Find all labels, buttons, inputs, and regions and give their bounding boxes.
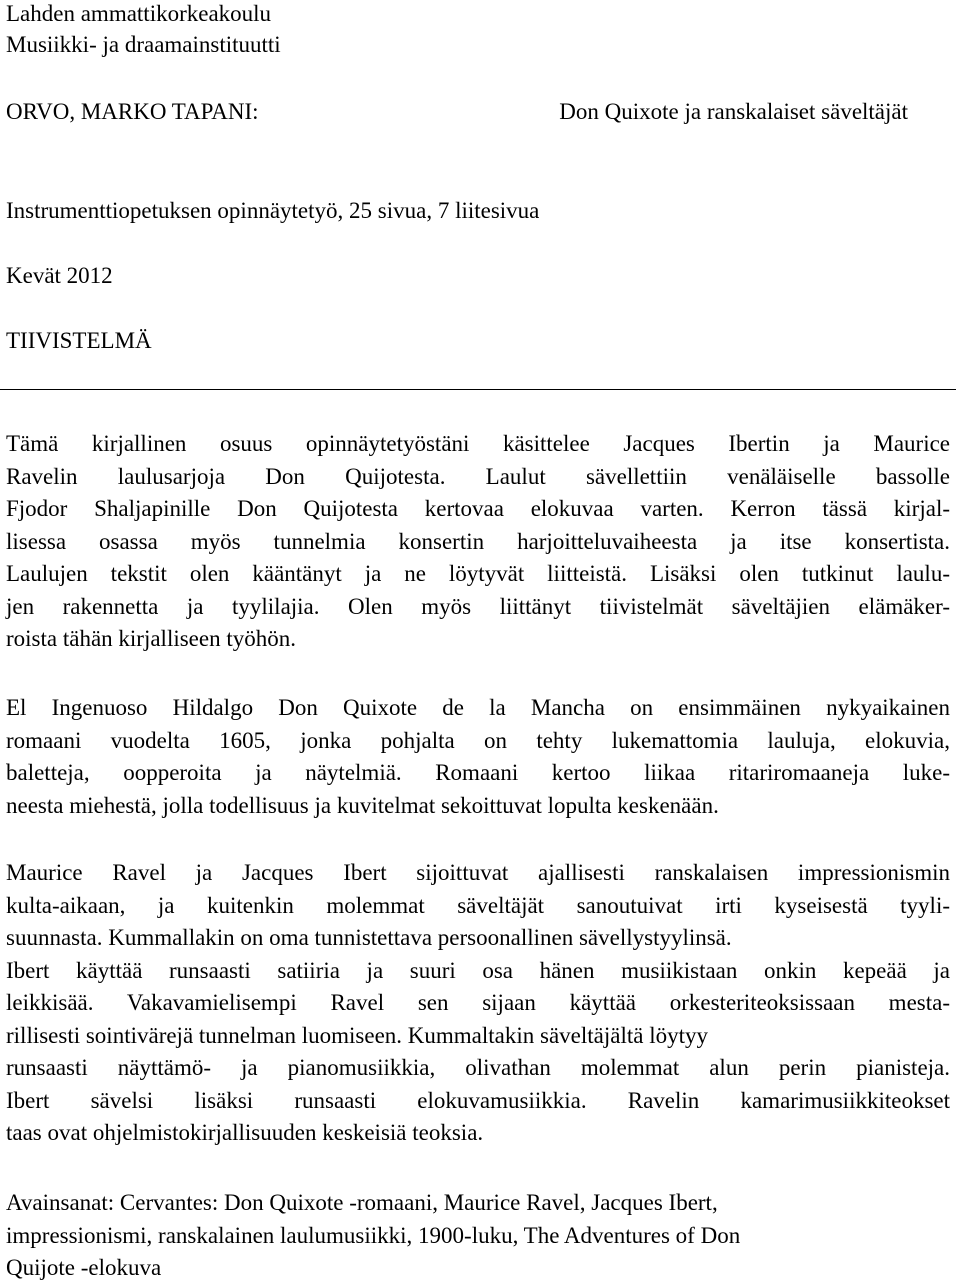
paragraph-line: Laulujen tekstit olen kääntänyt ja ne löytyvät liitteistä. Lisäksi olen tutkinut laulu- <box>6 561 950 586</box>
paragraph-line: jen rakennetta ja tyylilajia. Olen myös liittänyt tiivistelmät säveltäjien elämäker- <box>6 593 950 619</box>
paragraph-line: rillisesti sointivärejä tunnelman luomiseen. Kummaltakin säveltäjältä löytyy <box>6 1022 708 1048</box>
paragraph-line: roista tähän kirjalliseen työhön. <box>6 626 296 651</box>
paragraph-line: Ibert käyttää runsaasti satiiria ja suuri osa hänen musiikistaan onkin kepeää ja <box>6 957 950 983</box>
horizontal-divider <box>0 389 956 390</box>
paragraph-line: suunnasta. Kummallakin on oma tunnistettava persoonallinen sävellystyylinsä. <box>6 925 732 950</box>
thesis-info: Instrumenttiopetuksen opinnäytetyö, 25 sivua, 7 liitesivua <box>6 198 540 223</box>
keywords-paragraph <box>6 1187 950 1285</box>
paragraph-line: taas ovat ohjelmistokirjallisuuden keskeisiä teoksia. <box>6 1120 484 1145</box>
thesis-date: Kevät 2012 <box>6 263 113 288</box>
paragraph-line: neesta miehestä, jolla todellisuus ja kuvitelmat sekoittuvat lopulta keskenään. <box>6 792 719 818</box>
paragraph-line: Tämä kirjallinen osuus opinnäytetyöstäni käsittelee Jacques Ibertin ja Maurice <box>6 431 950 456</box>
paragraph-line: Ibert sävelsi lisäksi runsaasti elokuvamusiikkia. Ravelin kamarimusiikkiteokset <box>6 1087 950 1113</box>
abstract-paragraph-1 <box>6 428 950 656</box>
section-heading: TIIVISTELMÄ <box>6 328 152 353</box>
paragraph-line: Maurice Ravel ja Jacques Ibert sijoittuvat ajallisesti ranskalaisen impressionismin <box>6 860 950 885</box>
paragraph-line: Fjodor Shaljapinille Don Quijotesta kertovaa elokuvaa varten. Kerron tässä kirjal- <box>6 496 950 521</box>
paragraph-line: Quijote -elokuva <box>6 1255 162 1280</box>
paragraph-line: runsaasti näyttämö- ja pianomusiikkia, olivathan molemmat alun perin pianisteja. <box>6 1055 950 1080</box>
abstract-paragraph-3 <box>6 857 950 1150</box>
abstract-paragraph-2 <box>6 692 950 822</box>
paragraph-line: kulta-aikaan, ja kuitenkin molemmat säveltäjät sanoutuivat irti kyseisestä tyyli- <box>6 892 950 918</box>
paragraph-line: romaani vuodelta 1605, jonka pohjalta on tehty lukemattomia lauluja, elokuvia, <box>6 727 950 753</box>
paragraph-line: leikkisää. Vakavamielisempi Ravel sen sijaan käyttää orkesteriteoksissaan mesta- <box>6 990 950 1015</box>
paragraph-line: impressionismi, ranskalainen laulumusiikki, 1900-luku, The Adventures of Don <box>6 1222 741 1248</box>
paragraph-line: Ravelin laulusarjoja Don Quijotesta. Laulut sävellettiin venäläiselle bassolle <box>6 463 950 489</box>
institution-name: Lahden ammattikorkeakoulu <box>6 1 272 26</box>
paragraph-line: El Ingenuoso Hildalgo Don Quixote de la Mancha on ensimmäinen nykyaikainen <box>6 695 950 720</box>
thesis-title: Don Quixote ja ranskalaiset säveltäjät <box>559 99 908 124</box>
paragraph-line: lisessa osassa myös tunnelmia konsertin harjoitteluvaiheesta ja itse konsertista. <box>6 528 950 554</box>
department-name: Musiikki- ja draamainstituutti <box>6 32 281 57</box>
paragraph-line: baletteja, oopperoita ja näytelmiä. Romaani kertoo liikaa ritariromaaneja luke- <box>6 760 950 785</box>
author-name: ORVO, MARKO TAPANI: <box>6 99 259 124</box>
paragraph-line: Avainsanat: Cervantes: Don Quixote -romaani, Maurice Ravel, Jacques Ibert, <box>6 1190 718 1215</box>
